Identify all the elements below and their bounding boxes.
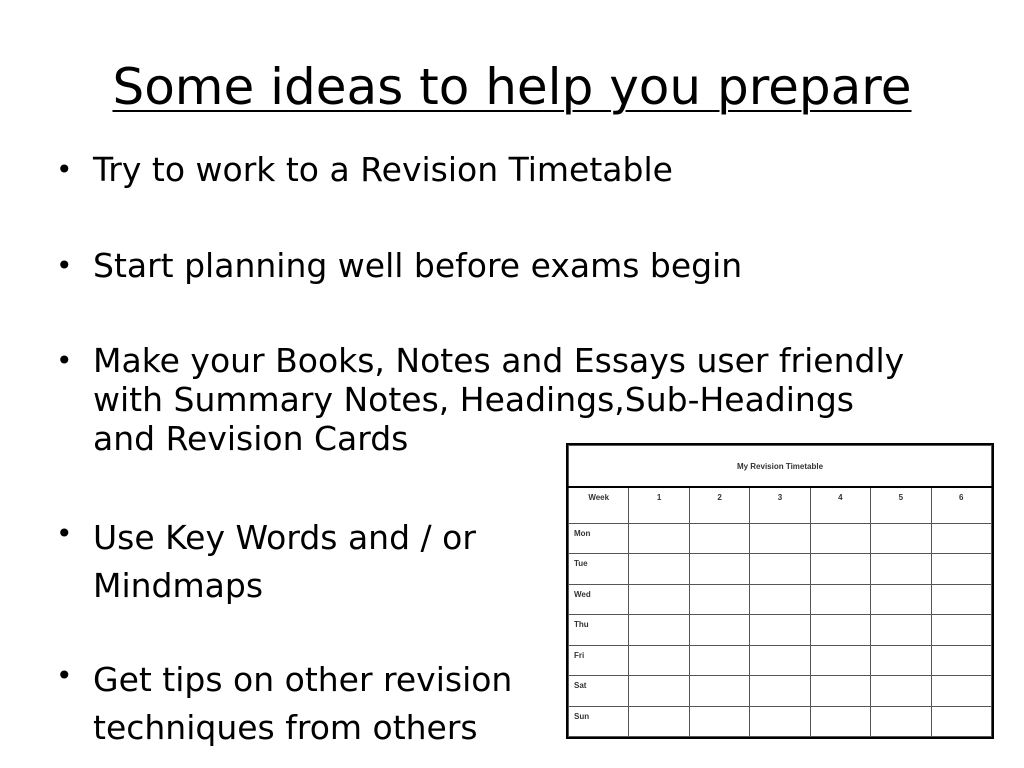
timetable-cell <box>810 645 870 675</box>
day-label: Wed <box>569 584 629 614</box>
timetable-cell <box>871 524 931 554</box>
week-number: 5 <box>871 487 931 524</box>
bullet-dot-icon: • <box>56 517 73 550</box>
timetable-title-row <box>569 446 992 488</box>
bullet-line: with Summary Notes, Headings,Sub-Headings <box>93 380 854 419</box>
bullet-line: Mindmaps <box>93 566 264 605</box>
timetable-cell <box>750 706 810 736</box>
timetable-cell <box>931 524 991 554</box>
timetable-cell <box>689 676 749 706</box>
day-label: Thu <box>569 615 629 645</box>
timetable-cell <box>810 584 870 614</box>
timetable-cell <box>750 645 810 675</box>
timetable-cell <box>871 584 931 614</box>
timetable-cell <box>810 554 870 584</box>
bullet-text <box>93 341 904 458</box>
timetable-cell <box>689 615 749 645</box>
week-header: Week <box>569 487 629 524</box>
timetable-row <box>569 706 992 736</box>
day-label: Sat <box>569 676 629 706</box>
timetable-row <box>569 645 992 675</box>
timetable-cell <box>810 524 870 554</box>
day-label: Fri <box>569 645 629 675</box>
bullet-text <box>93 150 673 190</box>
timetable-cell <box>871 676 931 706</box>
day-label: Tue <box>569 554 629 584</box>
timetable-cell <box>629 554 689 584</box>
timetable-cell <box>931 706 991 736</box>
timetable-cell <box>871 554 931 584</box>
timetable-cell <box>689 706 749 736</box>
bullet-dot-icon: • <box>56 249 73 282</box>
timetable-cell <box>629 615 689 645</box>
timetable-cell <box>931 615 991 645</box>
bullet-text <box>93 246 742 286</box>
timetable-row <box>569 615 992 645</box>
bullet-line: Make your Books, Notes and Essays user friendly <box>93 341 905 380</box>
timetable-cell <box>629 706 689 736</box>
timetable-grid <box>568 445 992 737</box>
timetable-cell <box>629 524 689 554</box>
timetable-row <box>569 676 992 706</box>
day-label: Mon <box>569 524 629 554</box>
week-number: 1 <box>629 487 689 524</box>
bullet-text <box>93 514 476 610</box>
slide-title-text: Some ideas to help you prepare <box>112 58 912 116</box>
bullet-line: Start planning well before exams begin <box>93 246 743 285</box>
timetable-row <box>569 584 992 614</box>
timetable-cell <box>750 524 810 554</box>
bullet-dot-icon: • <box>56 659 73 692</box>
timetable-cell <box>810 615 870 645</box>
timetable-cell <box>689 645 749 675</box>
bullet-line: techniques from others <box>93 708 478 747</box>
bullet-line: Get tips on other revision <box>93 660 513 699</box>
timetable-cell <box>931 645 991 675</box>
timetable-cell <box>931 554 991 584</box>
timetable-cell <box>750 676 810 706</box>
bullet-line: and Revision Cards <box>93 419 409 458</box>
timetable-cell <box>871 615 931 645</box>
timetable-cell <box>629 645 689 675</box>
timetable-row <box>569 524 992 554</box>
timetable-cell <box>750 615 810 645</box>
timetable-cell <box>810 706 870 736</box>
timetable-cell <box>871 706 931 736</box>
bullet-text <box>93 656 512 752</box>
day-label: Sun <box>569 706 629 736</box>
timetable-cell <box>931 584 991 614</box>
timetable-cell <box>629 676 689 706</box>
timetable-cell <box>931 676 991 706</box>
timetable-cell <box>871 645 931 675</box>
bullet-line: Use Key Words and / or <box>93 518 476 557</box>
timetable-header-row <box>569 487 992 524</box>
timetable-cell <box>810 676 870 706</box>
week-number: 3 <box>750 487 810 524</box>
timetable-row <box>569 554 992 584</box>
week-number: 2 <box>689 487 749 524</box>
bullet-dot-icon: • <box>56 344 73 377</box>
week-number: 6 <box>931 487 991 524</box>
timetable-cell <box>629 584 689 614</box>
bullet-line: Try to work to a Revision Timetable <box>93 150 673 189</box>
timetable-cell <box>689 524 749 554</box>
week-number: 4 <box>810 487 870 524</box>
timetable-title: My Revision Timetable <box>569 446 992 488</box>
bullet-dot-icon: • <box>56 153 73 186</box>
timetable-cell <box>689 554 749 584</box>
timetable-cell <box>750 584 810 614</box>
slide-title <box>0 54 1024 120</box>
timetable-cell <box>689 584 749 614</box>
revision-timetable <box>566 443 994 739</box>
timetable-cell <box>750 554 810 584</box>
